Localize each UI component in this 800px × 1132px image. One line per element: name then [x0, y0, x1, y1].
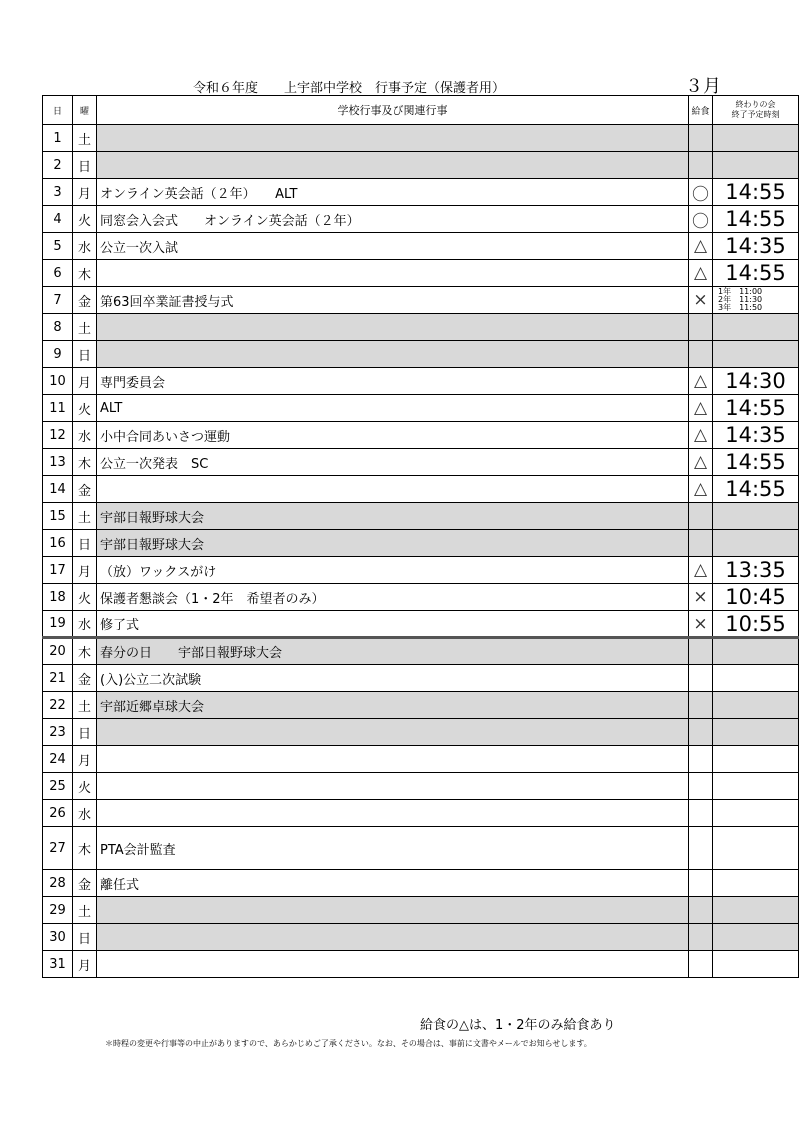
weekday-cell: 土 [73, 897, 97, 924]
table-header-row [43, 96, 799, 125]
table-row [43, 260, 799, 287]
weekday-cell: 火 [73, 584, 97, 611]
table-row [43, 719, 799, 746]
day-cell: 13 [43, 449, 73, 476]
lunch-mark: × [689, 584, 713, 611]
event-cell: 宇部近郷卓球大会 [97, 692, 689, 719]
event-cell [97, 314, 689, 341]
event-cell [97, 897, 689, 924]
weekday-cell: 月 [73, 368, 97, 395]
day-cell: 17 [43, 557, 73, 584]
day-cell: 1 [43, 125, 73, 152]
table-row [43, 503, 799, 530]
lunch-mark [689, 530, 713, 557]
day-cell: 28 [43, 870, 73, 897]
table-row [43, 800, 799, 827]
event-cell: 同窓会入会式 オンライン英会話（２年） [97, 206, 689, 233]
header-events: 学校行事及び関連行事 [97, 96, 689, 125]
day-cell: 24 [43, 746, 73, 773]
end-time-cell: 14:55 [713, 449, 799, 476]
event-cell [97, 773, 689, 800]
end-time-cell [713, 503, 799, 530]
day-cell: 22 [43, 692, 73, 719]
event-cell: 第63回卒業証書授与式 [97, 287, 689, 314]
event-cell [97, 476, 689, 503]
day-cell: 11 [43, 395, 73, 422]
lunch-note: 給食の△は、1・2年のみ給食あり [420, 1018, 616, 1033]
day-cell: 23 [43, 719, 73, 746]
end-time-cell [713, 746, 799, 773]
weekday-cell: 火 [73, 206, 97, 233]
lunch-mark [689, 800, 713, 827]
table-row [43, 341, 799, 368]
day-cell: 18 [43, 584, 73, 611]
day-cell: 15 [43, 503, 73, 530]
end-time-cell: 14:55 [713, 476, 799, 503]
header-end-line2: 終了予定時刻 [731, 110, 780, 119]
lunch-mark: △ [689, 557, 713, 584]
table-row [43, 206, 799, 233]
event-cell: 公立一次発表 SC [97, 449, 689, 476]
weekday-cell: 金 [73, 665, 97, 692]
event-cell: 春分の日 宇部日報野球大会 [97, 638, 689, 665]
end-time-cell [713, 827, 799, 870]
table-row [43, 897, 799, 924]
table-row [43, 746, 799, 773]
schedule-table [42, 95, 799, 978]
end-time-cell: 10:45 [713, 584, 799, 611]
table-row [43, 827, 799, 870]
day-cell: 7 [43, 287, 73, 314]
lunch-mark [689, 897, 713, 924]
end-time-cell [713, 719, 799, 746]
end-time-cell [713, 341, 799, 368]
event-cell [97, 951, 689, 978]
table-row [43, 125, 799, 152]
event-cell [97, 746, 689, 773]
table-row [43, 476, 799, 503]
end-time-cell: 14:35 [713, 422, 799, 449]
lunch-mark [689, 314, 713, 341]
weekday-cell: 木 [73, 449, 97, 476]
table-row [43, 584, 799, 611]
lunch-mark [689, 951, 713, 978]
weekday-cell: 水 [73, 422, 97, 449]
event-cell: オンライン英会話（２年） ALT [97, 179, 689, 206]
event-cell: 公立一次入試 [97, 233, 689, 260]
day-cell: 21 [43, 665, 73, 692]
event-cell [97, 800, 689, 827]
weekday-cell: 水 [73, 611, 97, 638]
table-row [43, 870, 799, 897]
end-time-cell [713, 800, 799, 827]
end-time-cell [713, 870, 799, 897]
day-cell: 26 [43, 800, 73, 827]
end-time-cell [713, 773, 799, 800]
day-cell: 8 [43, 314, 73, 341]
day-cell: 20 [43, 638, 73, 665]
table-body [43, 125, 799, 978]
day-cell: 4 [43, 206, 73, 233]
day-cell: 12 [43, 422, 73, 449]
weekday-cell: 月 [73, 746, 97, 773]
weekday-cell: 土 [73, 314, 97, 341]
lunch-mark: △ [689, 260, 713, 287]
day-cell: 2 [43, 152, 73, 179]
lunch-mark: × [689, 611, 713, 638]
event-cell: 保護者懇談会（1・2年 希望者のみ） [97, 584, 689, 611]
end-time-cell [713, 314, 799, 341]
day-cell: 27 [43, 827, 73, 870]
table-row [43, 233, 799, 260]
event-cell: 離任式 [97, 870, 689, 897]
end-time-cell [713, 665, 799, 692]
weekday-cell: 土 [73, 692, 97, 719]
weekday-cell: 月 [73, 951, 97, 978]
end-time-cell: 14:55 [713, 179, 799, 206]
event-cell: 小中合同あいさつ運動 [97, 422, 689, 449]
weekday-cell: 日 [73, 152, 97, 179]
lunch-mark: × [689, 287, 713, 314]
lunch-mark [689, 924, 713, 951]
weekday-cell: 金 [73, 476, 97, 503]
event-cell: PTA会計監査 [97, 827, 689, 870]
lunch-mark [689, 638, 713, 665]
event-cell [97, 719, 689, 746]
day-cell: 31 [43, 951, 73, 978]
end-time-cell [713, 924, 799, 951]
event-cell [97, 341, 689, 368]
weekday-cell: 木 [73, 638, 97, 665]
lunch-mark [689, 870, 713, 897]
event-cell: 専門委員会 [97, 368, 689, 395]
day-cell: 16 [43, 530, 73, 557]
weekday-cell: 金 [73, 287, 97, 314]
month-label: ３月 [685, 76, 721, 97]
lunch-mark: △ [689, 233, 713, 260]
weekday-cell: 日 [73, 530, 97, 557]
end-time-cell: 14:55 [713, 206, 799, 233]
end-time-cell: 14:55 [713, 395, 799, 422]
table-row [43, 557, 799, 584]
day-cell: 6 [43, 260, 73, 287]
lunch-mark [689, 827, 713, 870]
lunch-mark: △ [689, 449, 713, 476]
event-cell: 宇部日報野球大会 [97, 503, 689, 530]
header-lunch: 給食 [689, 96, 713, 125]
table-row [43, 611, 799, 638]
lunch-mark [689, 692, 713, 719]
end-time-cell [713, 638, 799, 665]
footer-note: ＊時程の変更や行事等の中止がありますので、あらかじめご了承ください。なお、その場合は、事前に文書やメールでお知らせします。 [105, 1039, 592, 1048]
lunch-mark: △ [689, 368, 713, 395]
weekday-cell: 月 [73, 179, 97, 206]
lunch-mark: 〇 [689, 179, 713, 206]
header-weekday: 曜 [73, 96, 97, 125]
event-cell [97, 924, 689, 951]
event-cell: ALT [97, 395, 689, 422]
weekday-cell: 水 [73, 233, 97, 260]
lunch-mark [689, 665, 713, 692]
end-time-cell [713, 530, 799, 557]
table-row [43, 924, 799, 951]
end-time-cell: 14:35 [713, 233, 799, 260]
lunch-mark: △ [689, 476, 713, 503]
day-cell: 25 [43, 773, 73, 800]
day-cell: 9 [43, 341, 73, 368]
end-time-cell [713, 125, 799, 152]
header-end-time [713, 96, 799, 125]
table-row [43, 638, 799, 665]
day-cell: 19 [43, 611, 73, 638]
weekday-cell: 日 [73, 924, 97, 951]
weekday-cell: 火 [73, 773, 97, 800]
lunch-mark: △ [689, 422, 713, 449]
table-row [43, 368, 799, 395]
day-cell: 14 [43, 476, 73, 503]
weekday-cell: 日 [73, 719, 97, 746]
end-time-cell: 14:30 [713, 368, 799, 395]
end-time-cell [713, 152, 799, 179]
table-row [43, 449, 799, 476]
weekday-cell: 木 [73, 827, 97, 870]
table-row [43, 395, 799, 422]
lunch-mark: 〇 [689, 206, 713, 233]
table-row [43, 287, 799, 314]
table-row [43, 179, 799, 206]
table-row [43, 773, 799, 800]
end-time-cell: 14:55 [713, 260, 799, 287]
header-day: 日 [43, 96, 73, 125]
weekday-cell: 木 [73, 260, 97, 287]
weekday-cell: 土 [73, 125, 97, 152]
lunch-mark [689, 125, 713, 152]
table-row [43, 314, 799, 341]
table-row [43, 422, 799, 449]
end-time-cell [713, 897, 799, 924]
lunch-mark: △ [689, 395, 713, 422]
weekday-cell: 金 [73, 870, 97, 897]
table-row [43, 152, 799, 179]
event-cell: (入)公立二次試験 [97, 665, 689, 692]
lunch-mark [689, 746, 713, 773]
table-row [43, 530, 799, 557]
weekday-cell: 日 [73, 341, 97, 368]
event-cell [97, 260, 689, 287]
end-time-cell: 1年 11:00 2年 11:30 3年 11:50 [713, 287, 799, 314]
event-cell: 修了式 [97, 611, 689, 638]
day-cell: 3 [43, 179, 73, 206]
end-time-cell [713, 692, 799, 719]
weekday-cell: 水 [73, 800, 97, 827]
event-cell [97, 125, 689, 152]
day-cell: 5 [43, 233, 73, 260]
end-time-cell [713, 951, 799, 978]
event-cell: （放）ワックスがけ [97, 557, 689, 584]
event-cell: 宇部日報野球大会 [97, 530, 689, 557]
day-cell: 29 [43, 897, 73, 924]
end-time-cell: 10:55 [713, 611, 799, 638]
day-cell: 30 [43, 924, 73, 951]
lunch-mark [689, 719, 713, 746]
weekday-cell: 土 [73, 503, 97, 530]
lunch-mark [689, 773, 713, 800]
event-cell [97, 152, 689, 179]
table-row [43, 692, 799, 719]
lunch-mark [689, 152, 713, 179]
page-title: 令和６年度 上宇部中学校 行事予定（保護者用） [193, 81, 506, 96]
weekday-cell: 火 [73, 395, 97, 422]
table-row [43, 951, 799, 978]
weekday-cell: 月 [73, 557, 97, 584]
lunch-mark [689, 341, 713, 368]
lunch-mark [689, 503, 713, 530]
day-cell: 10 [43, 368, 73, 395]
header-end-line1: 終わりの会 [735, 100, 776, 109]
table-row [43, 665, 799, 692]
end-time-cell: 13:35 [713, 557, 799, 584]
